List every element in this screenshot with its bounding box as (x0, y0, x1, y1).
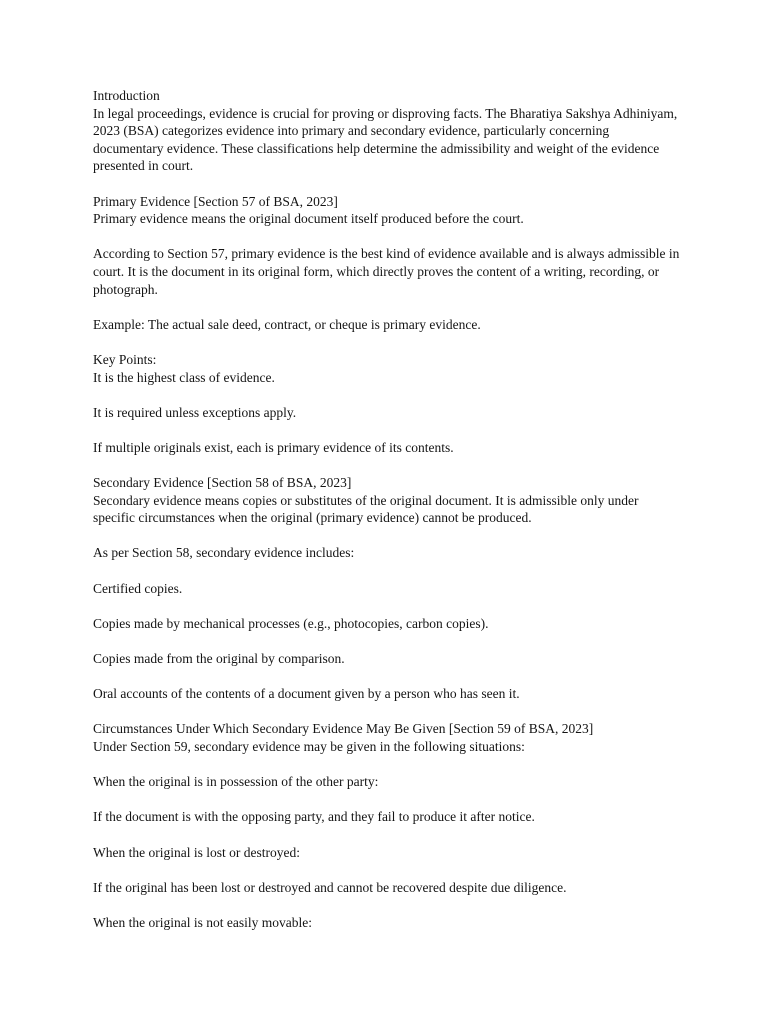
primary-heading: Primary Evidence [Section 57 of BSA, 2023] (93, 193, 338, 209)
circumstance-block (93, 773, 683, 791)
circumstance-item: If the document is with the opposing party, and they fail to produce it after notice. (93, 809, 535, 825)
secondary-include-block (93, 580, 683, 598)
circumstance-block (93, 808, 683, 826)
circumstance-item: If the original has been lost or destroyed and cannot be recovered despite due diligence. (93, 879, 567, 895)
secondary-include-item: Copies made from the original by comparison. (93, 651, 345, 666)
secondary-section (93, 474, 683, 527)
primary-explanation: According to Section 57, primary evidence is the best kind of evidence available and is always admissible in court. It is the document in its original form, which directly proves the content of a writing, recording, or photograph. (93, 246, 680, 297)
circumstance-block (93, 914, 683, 932)
circumstance-block (93, 844, 683, 862)
secondary-heading: Secondary Evidence [Section 58 of BSA, 2023] (93, 475, 352, 491)
primary-example: Example: The actual sale deed, contract, or cheque is primary evidence. (93, 316, 481, 332)
document-page (93, 87, 683, 932)
circumstance-item: When the original is not easily movable: (93, 914, 312, 930)
key-points-block (93, 351, 683, 386)
intro-body: In legal proceedings, evidence is crucial for proving or disproving facts. The Bharatiya Sakshya Adhiniyam, 2023 (BSA) categorizes evidence into primary and secondary evidence, particularly concerning documentary evidence. These classifications help determine the admissibility and weight of the evidence presented in court. (93, 105, 678, 174)
intro-section (93, 87, 683, 175)
secondary-includes-intro: As per Section 58, secondary evidence includes: (93, 545, 355, 561)
key-point: It is required unless exceptions apply. (93, 404, 297, 420)
circumstance-block (93, 879, 683, 897)
circumstances-heading: Circumstances Under Which Secondary Evidence May Be Given [Section 59 of BSA, 2023] (93, 721, 594, 737)
primary-section (93, 193, 683, 228)
secondary-definition: Secondary evidence means copies or substitutes of the original document. It is admissible only under specific circumstances when the original (primary evidence) cannot be produced. (93, 492, 639, 526)
secondary-includes-intro-block (93, 544, 683, 562)
primary-explanation-block (93, 245, 683, 298)
circumstances-section (93, 720, 683, 755)
key-point-block (93, 439, 683, 457)
key-point: If multiple originals exist, each is primary evidence of its contents. (93, 439, 454, 455)
circumstances-intro: Under Section 59, secondary evidence may be given in the following situations: (93, 738, 525, 754)
circumstance-item: When the original is in possession of the other party: (93, 774, 379, 790)
key-points-heading: Key Points: (93, 351, 157, 367)
secondary-include-block (93, 685, 683, 703)
secondary-include-item: Oral accounts of the contents of a document given by a person who has seen it. (93, 686, 520, 702)
key-point-block (93, 404, 683, 422)
circumstance-item: When the original is lost or destroyed: (93, 844, 300, 860)
secondary-include-item: Copies made by mechanical processes (e.g., photocopies, carbon copies). (93, 615, 489, 631)
intro-heading: Introduction (93, 88, 160, 103)
secondary-include-item: Certified copies. (93, 580, 183, 596)
primary-definition: Primary evidence means the original document itself produced before the court. (93, 211, 524, 227)
key-point: It is the highest class of evidence. (93, 369, 275, 385)
secondary-include-block (93, 650, 683, 668)
primary-example-block (93, 316, 683, 334)
secondary-include-block (93, 615, 683, 633)
